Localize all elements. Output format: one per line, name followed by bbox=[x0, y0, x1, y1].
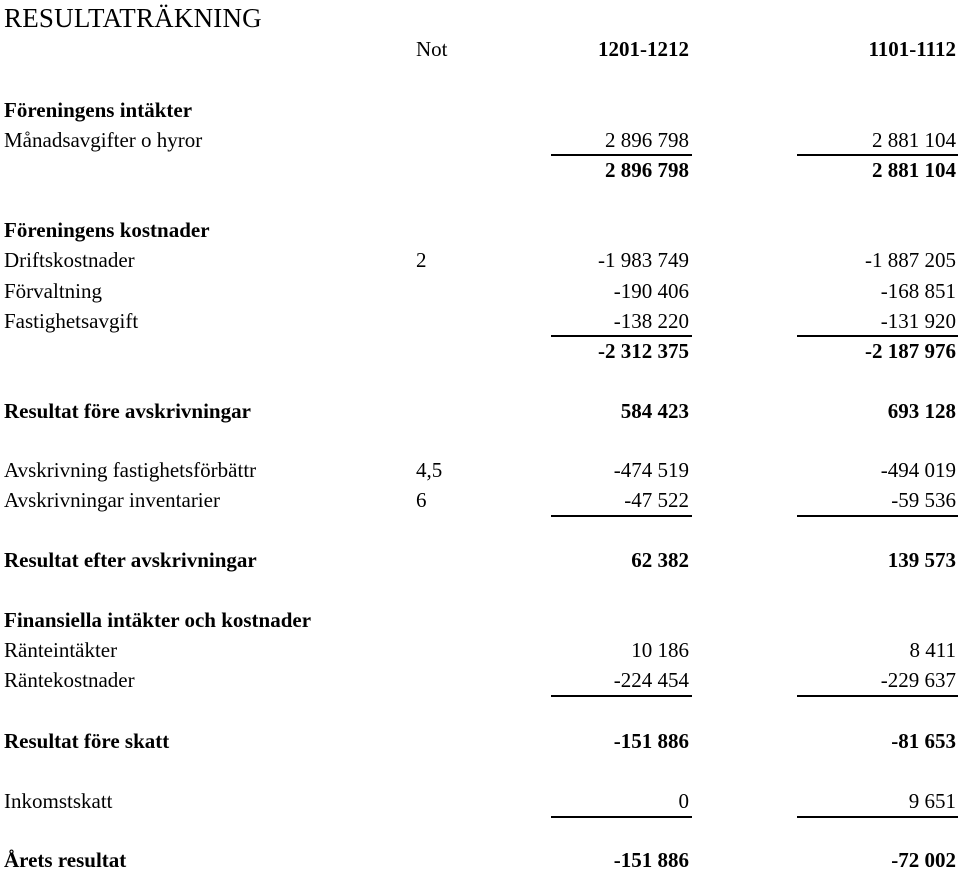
table-row bbox=[0, 635, 960, 665]
column-header-row bbox=[0, 34, 960, 64]
subtotal-rule bbox=[797, 515, 958, 517]
row-label: Resultat före avskrivningar bbox=[4, 399, 251, 423]
net-result-row bbox=[0, 845, 960, 875]
note-column-header: Not bbox=[416, 37, 448, 61]
page-title: RESULTATRÄKNING bbox=[4, 3, 262, 33]
current-value: -474 519 bbox=[613, 458, 689, 482]
financial-heading: Finansiella intäkter och kostnader bbox=[4, 608, 312, 632]
previous-value: 8 411 bbox=[909, 638, 956, 662]
current-value: 2 896 798 bbox=[605, 158, 689, 182]
subtotal-rule bbox=[797, 695, 958, 697]
row-label: Fastighetsavgift bbox=[4, 309, 139, 333]
previous-value: -494 019 bbox=[880, 458, 956, 482]
previous-value: -59 536 bbox=[891, 488, 956, 512]
previous-value: 2 881 104 bbox=[872, 128, 956, 152]
current-value: -1 983 749 bbox=[598, 248, 689, 272]
current-value: 584 423 bbox=[620, 399, 689, 423]
current-value: -224 454 bbox=[613, 668, 689, 692]
previous-value: 693 128 bbox=[887, 399, 956, 423]
financial-heading-row bbox=[0, 605, 960, 635]
current-period-header: 1201-1212 bbox=[598, 37, 689, 61]
row-note: 2 bbox=[416, 248, 427, 272]
tax-row bbox=[0, 786, 960, 816]
current-value: 0 bbox=[678, 789, 689, 813]
subtotal-rule bbox=[551, 816, 692, 818]
previous-value: 9 651 bbox=[908, 789, 956, 813]
subtotal-rule bbox=[551, 515, 692, 517]
previous-value: -2 187 976 bbox=[865, 339, 956, 363]
table-row bbox=[0, 665, 960, 695]
current-value: 62 382 bbox=[631, 548, 689, 572]
current-value: -138 220 bbox=[613, 309, 689, 333]
table-row bbox=[0, 485, 960, 515]
current-value: -47 522 bbox=[624, 488, 689, 512]
row-label: Avskrivning fastighetsförbättr bbox=[4, 458, 257, 482]
current-value: 10 186 bbox=[631, 638, 689, 662]
current-value: 2 896 798 bbox=[605, 128, 689, 152]
result-after-depreciation-row bbox=[0, 545, 960, 575]
subtotal-rule bbox=[797, 816, 958, 818]
row-label: Årets resultat bbox=[4, 848, 127, 872]
result-before-tax-row bbox=[0, 726, 960, 756]
table-row bbox=[0, 455, 960, 485]
income-subtotal-row bbox=[0, 155, 960, 185]
row-label: Förvaltning bbox=[4, 279, 102, 303]
table-row bbox=[0, 306, 960, 336]
result-before-depreciation-row bbox=[0, 396, 960, 426]
previous-value: -72 002 bbox=[891, 848, 956, 872]
previous-value: -131 920 bbox=[880, 309, 956, 333]
previous-value: -81 653 bbox=[891, 729, 956, 753]
row-note: 4,5 bbox=[416, 458, 443, 482]
current-value: -151 886 bbox=[613, 848, 689, 872]
previous-period-header: 1101-1112 bbox=[868, 37, 956, 61]
current-value: -190 406 bbox=[613, 279, 689, 303]
row-note: 6 bbox=[416, 488, 427, 512]
table-row bbox=[0, 245, 960, 275]
previous-value: -1 887 205 bbox=[865, 248, 956, 272]
row-label: Resultat före skatt bbox=[4, 729, 170, 753]
table-row bbox=[0, 276, 960, 306]
income-heading: Föreningens intäkter bbox=[4, 98, 193, 122]
previous-value: 139 573 bbox=[887, 548, 956, 572]
previous-value: -229 637 bbox=[880, 668, 956, 692]
row-label: Månadsavgifter o hyror bbox=[4, 128, 203, 152]
table-row bbox=[0, 125, 960, 155]
costs-heading-row bbox=[0, 215, 960, 245]
row-label: Resultat efter avskrivningar bbox=[4, 548, 257, 572]
income-heading-row bbox=[0, 95, 960, 125]
subtotal-rule bbox=[551, 695, 692, 697]
row-label: Räntekostnader bbox=[4, 668, 135, 692]
row-label: Avskrivningar inventarier bbox=[4, 488, 220, 512]
current-value: -2 312 375 bbox=[598, 339, 689, 363]
row-label: Driftskostnader bbox=[4, 248, 135, 272]
costs-heading: Föreningens kostnader bbox=[4, 218, 210, 242]
current-value: -151 886 bbox=[613, 729, 689, 753]
row-label: Ränteintäkter bbox=[4, 638, 118, 662]
previous-value: 2 881 104 bbox=[872, 158, 956, 182]
previous-value: -168 851 bbox=[880, 279, 956, 303]
row-label: Inkomstskatt bbox=[4, 789, 113, 813]
costs-subtotal-row bbox=[0, 336, 960, 366]
